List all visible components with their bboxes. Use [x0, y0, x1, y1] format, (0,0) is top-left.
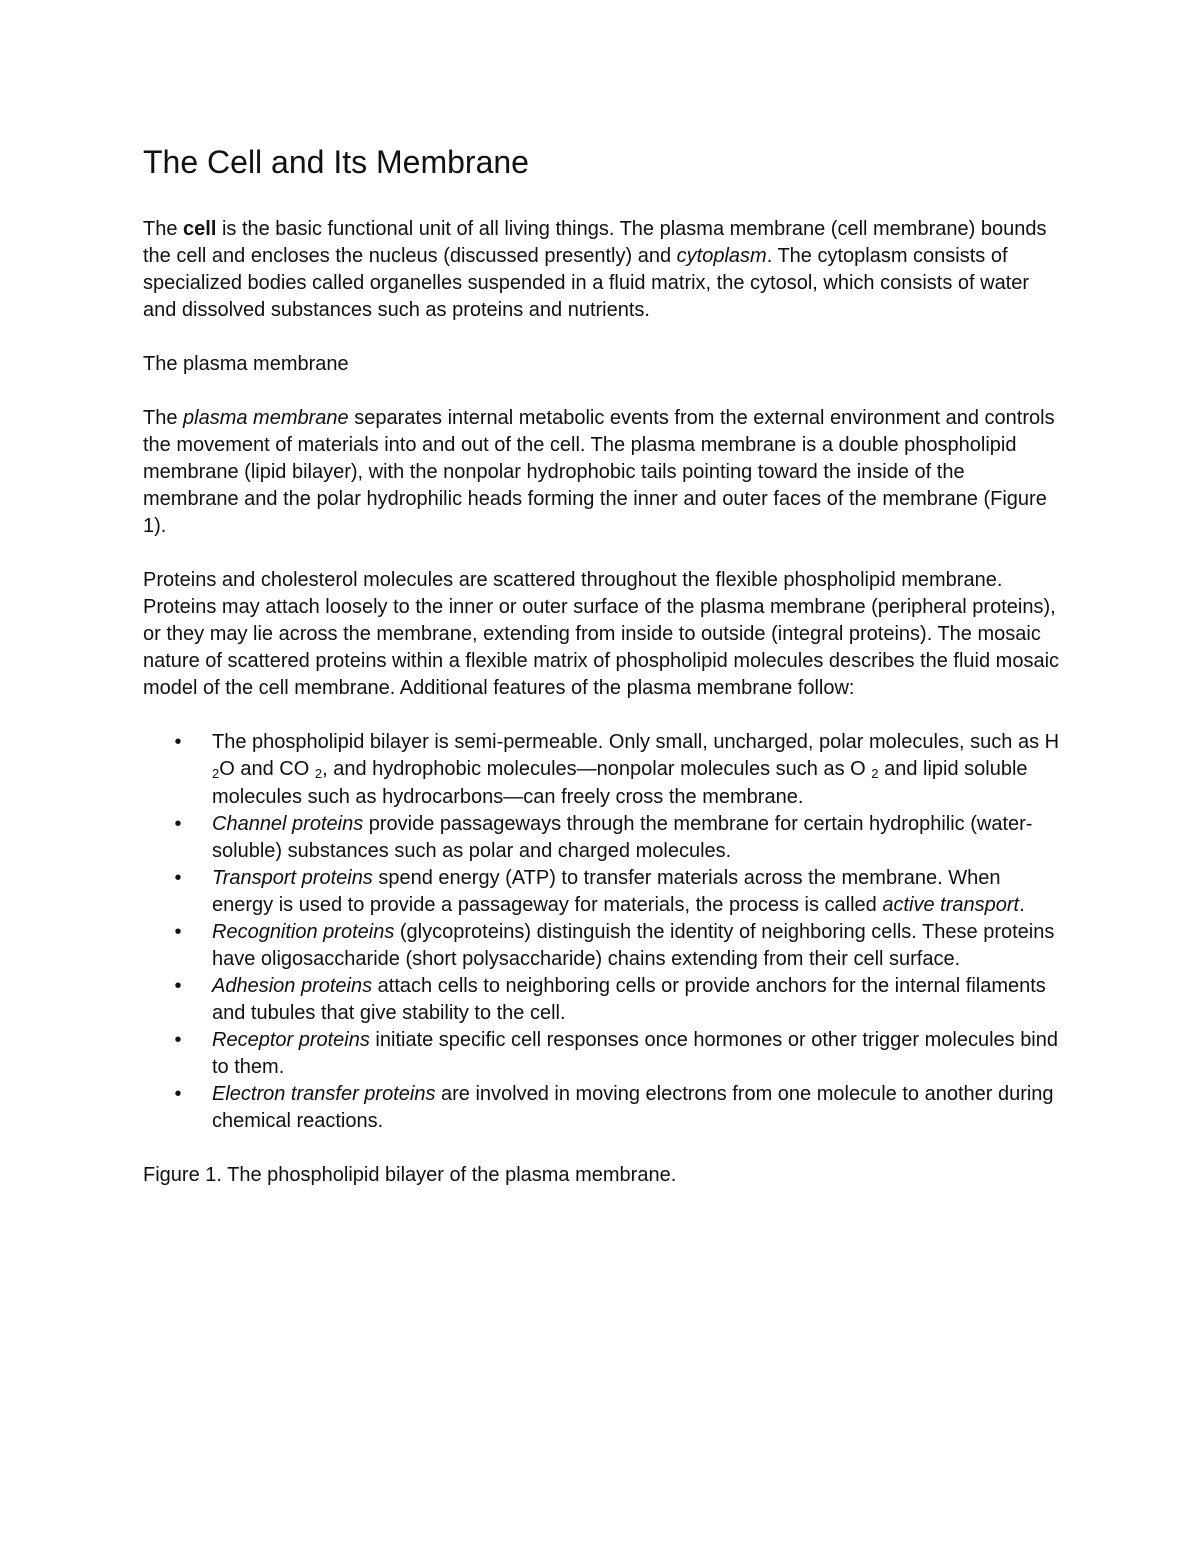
proteins-paragraph: Proteins and cholesterol molecules are scattered throughout the flexible phospholipid membrane. Proteins may attach loosely to the inner or outer surface of the plasma membrane (peripheral proteins), or they may lie across the membrane, extending from inside to outside (integral proteins). The mosaic nature of scattered proteins within a flexible matrix of phospholipid molecules describes the fluid mosaic model of the cell membrane. Additional features of the plasma membrane follow:	[143, 569, 1060, 699]
intro-text-3: . The cytoplasm consists of specialized bodies called organelles suspended in a fluid matrix, the cytosol, which consists of water and dissolved substances such as proteins and nutrients.	[143, 245, 1030, 321]
feature-term: Channel proteins	[212, 813, 364, 835]
feature-term: Transport proteins	[212, 867, 373, 889]
para2-text-1: The	[143, 407, 184, 429]
plasma-membrane-paragraph	[143, 405, 1063, 540]
feature-text: initiate specific cell responses once hormones or other trigger molecules bind to them.	[212, 1029, 1058, 1078]
feature-text: and lipid soluble molecules such as hydrocarbons—can freely cross the membrane.	[212, 758, 1028, 808]
list-item	[174, 865, 1063, 919]
feature-text: attach cells to neighboring cells or provide anchors for the internal filaments and tubules that give stability to the cell.	[212, 975, 1046, 1024]
intro-italic-cytoplasm: cytoplasm	[676, 245, 767, 267]
feature-text: are involved in moving electrons from one molecule to another during chemical reactions.	[212, 1083, 1054, 1132]
para2-text-2: separates internal metabolic events from the external environment and controls the movement of materials into and out of the cell. The plasma membrane is a double phospholipid membrane (lipid bilayer), with the nonpolar hydrophobic tails pointing toward the inside of the membrane and the polar hydrophilic heads forming the inner and outer faces of the membrane (Figure 1).	[143, 407, 1055, 537]
intro-text-2: is the basic functional unit of all living things. The plasma membrane (cell membrane) bounds the cell and encloses the nucleus (discussed presently) and	[143, 218, 1047, 267]
document-page	[143, 140, 1063, 1216]
section-heading: The plasma membrane	[143, 353, 349, 375]
feature-term: Receptor proteins	[212, 1029, 370, 1051]
feature-text: provide passageways through the membrane for certain hydrophilic (water-soluble) substances such as polar and charged molecules.	[212, 813, 1033, 862]
list-item	[174, 811, 1063, 865]
figure-caption: Figure 1. The phospholipid bilayer of the plasma membrane.	[143, 1164, 677, 1186]
bullet-icon: •	[174, 1029, 182, 1051]
page-title: The Cell and Its Membrane	[143, 144, 529, 180]
feature-text: .	[1019, 894, 1025, 916]
list-item	[174, 729, 1063, 811]
subscript: 2	[314, 766, 323, 781]
feature-text: , and hydrophobic molecules—nonpolar molecules such as O	[322, 758, 872, 780]
features-list	[143, 729, 1063, 1135]
intro-bold-cell: cell	[183, 218, 217, 240]
feature-term: Electron transfer proteins	[212, 1083, 436, 1105]
feature-text: O and CO	[219, 758, 315, 780]
subscript: 2	[212, 766, 220, 781]
feature-term: Adhesion proteins	[212, 975, 373, 997]
bullet-icon: •	[174, 813, 182, 835]
bullet-icon: •	[174, 731, 182, 753]
bullet-icon: •	[174, 1083, 182, 1105]
list-item	[174, 1027, 1063, 1081]
feature-term: Recognition proteins	[212, 921, 395, 943]
bullet-icon: •	[174, 921, 182, 943]
intro-paragraph	[143, 216, 1063, 324]
list-item	[174, 1081, 1063, 1135]
para2-italic-term: plasma membrane	[183, 407, 349, 429]
feature-text: spend energy (ATP) to transfer materials across the membrane. When energy is used to provide a passageway for materials, the process is called	[212, 867, 1001, 916]
list-item	[174, 973, 1063, 1027]
feature-text: The phospholipid bilayer is semi-permeable. Only small, uncharged, polar molecules, such as H	[212, 731, 1060, 753]
feature-text: (glycoproteins) distinguish the identity of neighboring cells. These proteins have oligosaccharide (short polysaccharide) chains extending from their cell surface.	[212, 921, 1055, 970]
bullet-icon: •	[174, 867, 182, 889]
bullet-icon: •	[174, 975, 182, 997]
feature-term: active transport	[882, 894, 1020, 916]
list-item	[174, 919, 1063, 973]
intro-text-1: The	[143, 218, 184, 240]
subscript: 2	[871, 766, 879, 781]
